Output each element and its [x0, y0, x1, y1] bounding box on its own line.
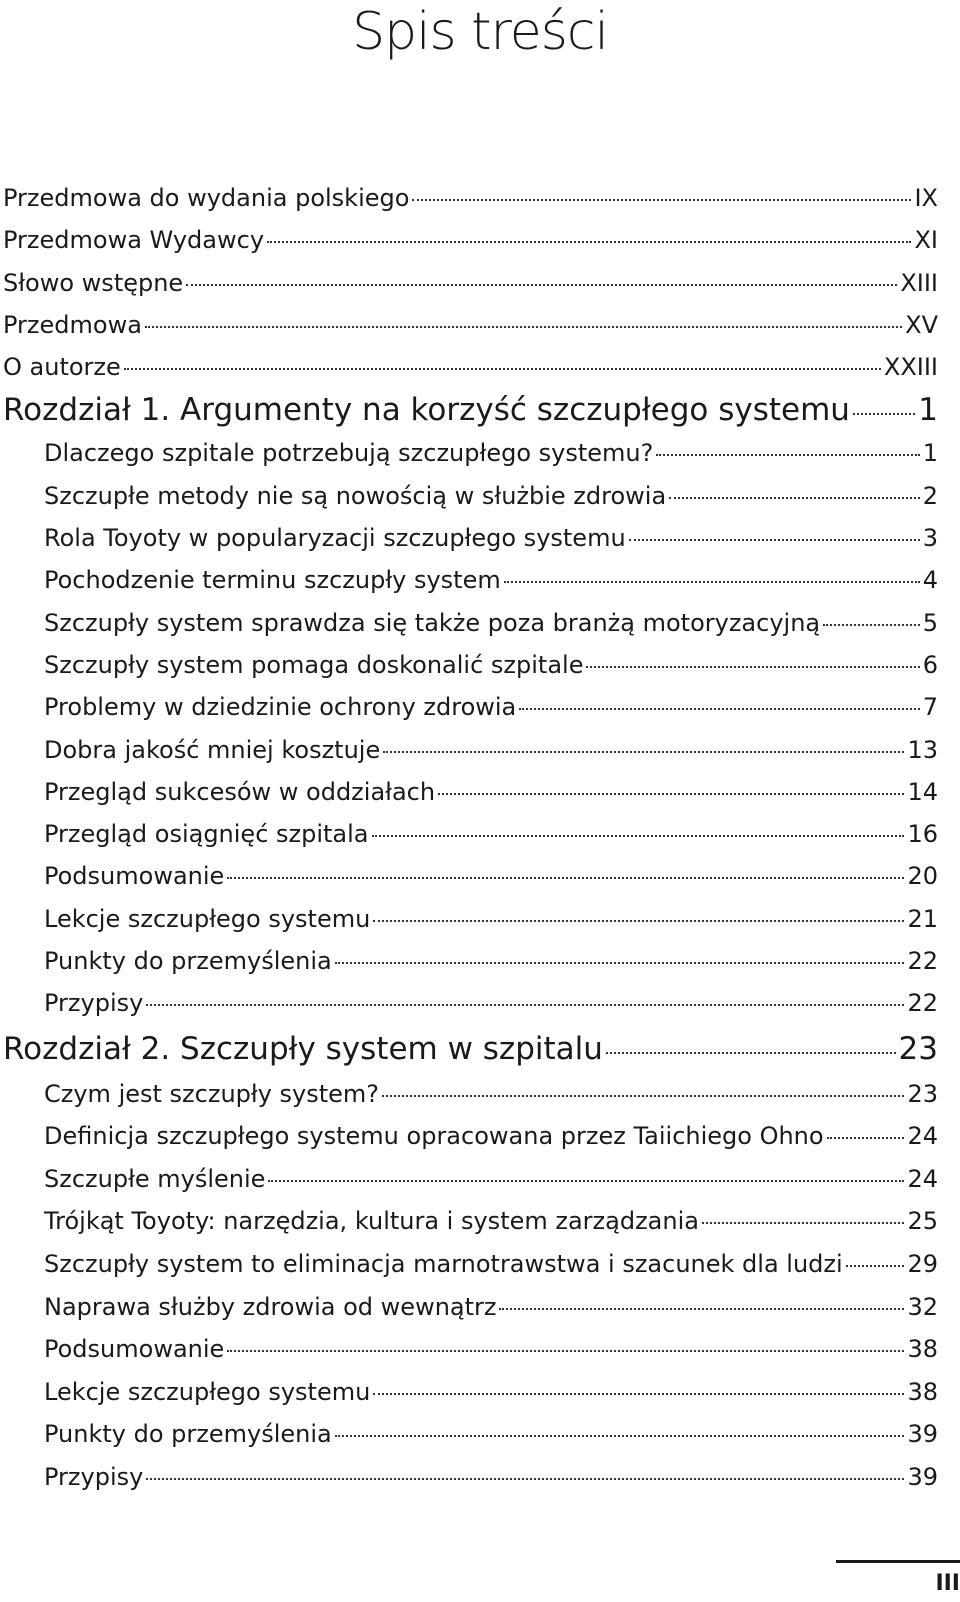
dot-leader	[268, 1180, 904, 1182]
toc-entry-label: Definicja szczupłego systemu opracowana przez Taiichiego Ohno	[44, 1122, 824, 1151]
dot-leader	[335, 1435, 905, 1437]
toc-entry[interactable]	[0, 1371, 960, 1414]
dot-leader	[382, 1095, 904, 1097]
toc-entry-label: Rozdział 2. Szczupły system w szpitalu	[3, 1030, 603, 1067]
toc-entry-label: Punkty do przemyślenia	[44, 947, 332, 976]
toc-entry-page: 20	[907, 862, 938, 891]
toc-entry[interactable]	[0, 855, 960, 897]
toc-entry-page: 39	[907, 1462, 938, 1491]
toc-entry-page: 6	[922, 650, 938, 679]
toc-entry-label: Dlaczego szpitale potrzebują szczupłego systemu?	[44, 439, 654, 468]
dot-leader	[606, 1052, 896, 1054]
toc-entry[interactable]	[0, 602, 960, 644]
toc-entry-page: 1	[922, 439, 938, 468]
toc-entry-page: 5	[922, 608, 938, 637]
dot-leader	[412, 199, 911, 201]
toc-entry-page: 22	[907, 947, 938, 976]
toc-entry-label: Słowo wstępne	[3, 268, 184, 297]
dot-leader	[702, 1222, 904, 1224]
toc-entry[interactable]	[0, 644, 960, 686]
footer-page-number: III	[935, 1571, 960, 1596]
toc-chapter-1[interactable]	[0, 388, 960, 432]
toc-entry-page: XXIII	[883, 353, 938, 382]
front-matter-list	[0, 177, 960, 388]
toc-entry[interactable]	[0, 559, 960, 601]
dot-leader	[499, 1308, 904, 1310]
toc-entry-label: Dobra jakość mniej kosztuje	[44, 735, 381, 764]
toc-entry-label: Przegląd sukcesów w oddziałach	[44, 777, 436, 806]
dot-leader	[827, 1137, 905, 1139]
dot-leader	[656, 454, 919, 456]
toc-entry-label: Rozdział 1. Argumenty na korzyść szczupłego systemu	[3, 392, 850, 429]
toc-entry[interactable]	[0, 686, 960, 728]
toc-entry[interactable]	[0, 1115, 960, 1158]
dot-leader	[846, 1265, 905, 1267]
toc-entry[interactable]	[0, 262, 960, 304]
toc-entry-page: 32	[907, 1292, 938, 1321]
dot-leader	[383, 751, 904, 753]
dot-leader	[227, 877, 904, 879]
toc-entry-page: IX	[914, 184, 938, 212]
toc-entry-label: Podsumowanie	[44, 1335, 225, 1364]
toc-entry-page: 24	[907, 1164, 938, 1193]
toc-entry-label: Naprawa służby zdrowia od wewnątrz	[44, 1292, 497, 1321]
toc-entry-label: Szczupły system to eliminacja marnotrawstwa i szacunek dla ludzi	[44, 1250, 843, 1279]
toc-entry[interactable]	[0, 940, 960, 982]
toc-entry[interactable]	[0, 517, 960, 559]
dot-leader	[629, 539, 920, 541]
toc-entry[interactable]	[0, 177, 960, 219]
toc-entry-label: Przedmowa do wydania polskiego	[3, 184, 410, 212]
toc-entry[interactable]	[0, 982, 960, 1024]
toc-entry-label: Problemy w dziedzinie ochrony zdrowia	[44, 693, 517, 722]
toc-entry-page: 1	[918, 392, 938, 429]
toc-entry-label: Rola Toyoty w popularyzacji szczupłego systemu	[44, 524, 626, 553]
toc-entry-page: 39	[907, 1420, 938, 1449]
toc-entry-label: Przedmowa Wydawcy	[3, 226, 265, 255]
dot-leader	[186, 284, 897, 286]
toc-entry-label: Przypisy	[44, 1462, 144, 1491]
toc-entry-page: 24	[907, 1122, 938, 1151]
toc-entry-page: 7	[922, 693, 938, 722]
toc-entry-page: 38	[907, 1335, 938, 1364]
toc-entry-page: 2	[922, 481, 938, 510]
toc-entry-label: Lekcje szczupłego systemu	[44, 1377, 371, 1406]
dot-leader	[267, 241, 911, 243]
toc-entry[interactable]	[0, 1158, 960, 1201]
toc-entry-label: Szczupłe metody nie są nowością w służbie zdrowia	[44, 481, 667, 510]
toc-entry[interactable]	[0, 432, 960, 474]
toc-entry-page: XI	[914, 226, 938, 255]
dot-leader	[124, 368, 881, 370]
toc-entry-label: Przypisy	[44, 989, 144, 1018]
toc-entry-label: Lekcje szczupłego systemu	[44, 904, 371, 933]
toc-entry[interactable]	[0, 1328, 960, 1371]
toc-entry-page: 4	[922, 566, 938, 595]
toc-entry-label: Punkty do przemyślenia	[44, 1420, 332, 1449]
dot-leader	[438, 793, 904, 795]
page-title: Spis treści	[352, 2, 608, 62]
toc-entry-page: XV	[905, 310, 938, 339]
toc-entry-page: XIII	[900, 268, 938, 297]
toc-entry[interactable]	[0, 1456, 960, 1499]
toc-entry-page: 38	[907, 1377, 938, 1406]
toc-entry[interactable]	[0, 813, 960, 855]
toc-entry[interactable]	[0, 898, 960, 940]
toc-entry[interactable]	[0, 219, 960, 261]
toc-entry[interactable]	[0, 1286, 960, 1329]
chapter-1-sections	[0, 432, 960, 1024]
toc-entry-label: Trójkąt Toyoty: narzędzia, kultura i system zarządzania	[44, 1207, 699, 1236]
toc-entry[interactable]	[0, 1243, 960, 1286]
dot-leader	[853, 413, 915, 415]
toc-entry-page: 14	[907, 777, 938, 806]
dot-leader	[372, 835, 905, 837]
toc-entry-label: Podsumowanie	[44, 862, 225, 891]
chapter-2-sections	[0, 1073, 960, 1499]
toc-entry[interactable]	[0, 304, 960, 346]
toc-entry-label: O autorze	[3, 353, 121, 382]
dot-leader	[373, 1393, 904, 1395]
dot-leader	[145, 326, 902, 328]
dot-leader	[227, 1350, 904, 1352]
toc-entry[interactable]	[0, 771, 960, 813]
toc-entry-label: Pochodzenie terminu szczupły system	[44, 566, 501, 595]
dot-leader	[823, 624, 920, 626]
toc-entry-page: 23	[907, 1079, 938, 1108]
table-of-contents	[0, 177, 960, 1499]
toc-entry-page: 3	[922, 524, 938, 553]
toc-entry-page: 29	[907, 1250, 938, 1279]
dot-leader	[669, 497, 920, 499]
dot-leader	[504, 581, 920, 583]
toc-entry-page: 16	[907, 820, 938, 849]
toc-chapter-2[interactable]	[0, 1025, 960, 1073]
toc-entry-page: 22	[907, 989, 938, 1018]
toc-entry-label: Przedmowa	[3, 310, 142, 339]
dot-leader	[335, 962, 905, 964]
toc-entry-page: 13	[907, 735, 938, 764]
toc-entry-label: Szczupły system pomaga doskonalić szpitale	[44, 650, 584, 679]
toc-entry[interactable]	[0, 475, 960, 517]
toc-entry[interactable]	[0, 1413, 960, 1456]
toc-entry[interactable]	[0, 346, 960, 388]
toc-entry-label: Czym jest szczupły system?	[44, 1079, 380, 1108]
dot-leader	[586, 666, 919, 668]
toc-entry-page: 23	[898, 1030, 938, 1067]
dot-leader	[146, 1004, 904, 1006]
toc-entry[interactable]	[0, 729, 960, 771]
footer-rule	[836, 1560, 960, 1563]
dot-leader	[519, 708, 919, 710]
toc-entry-page: 21	[907, 904, 938, 933]
toc-entry-page: 25	[907, 1207, 938, 1236]
dot-leader	[146, 1478, 904, 1480]
toc-entry-label: Szczupły system sprawdza się także poza branżą motoryzacyjną	[44, 608, 821, 637]
toc-entry-label: Szczupłe myślenie	[44, 1164, 266, 1193]
dot-leader	[373, 920, 904, 922]
toc-entry[interactable]	[0, 1200, 960, 1243]
toc-entry[interactable]	[0, 1073, 960, 1116]
toc-entry-label: Przegląd osiągnięć szpitala	[44, 820, 369, 849]
